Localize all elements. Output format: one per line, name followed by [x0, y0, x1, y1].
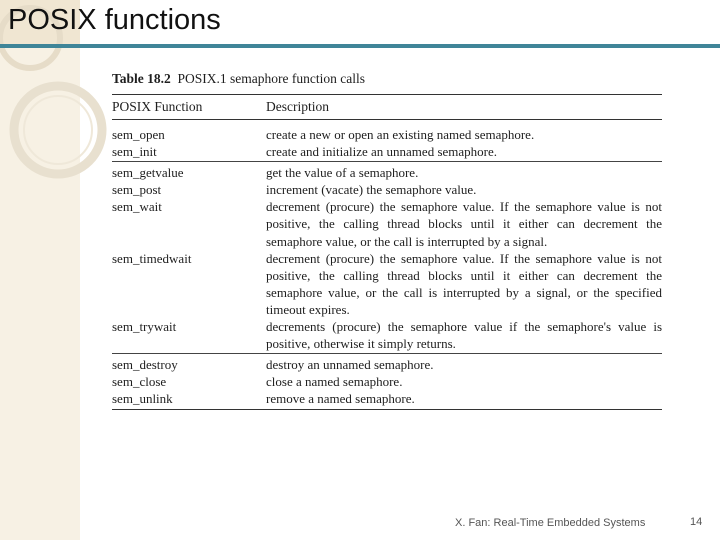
slide-title: POSIX functions	[8, 4, 221, 36]
header-rule	[112, 119, 662, 120]
function-name: sem_wait	[112, 199, 162, 215]
function-name: sem_init	[112, 144, 157, 160]
table-bottom-rule	[112, 409, 662, 410]
title-underline	[0, 44, 720, 48]
function-description: close a named semaphore.	[266, 374, 403, 390]
table-row	[112, 164, 662, 181]
row-group	[112, 124, 662, 161]
function-name: sem_open	[112, 127, 165, 142]
table-row	[112, 373, 662, 390]
function-description: increment (vacate) the semaphore value.	[266, 182, 477, 198]
table-row	[112, 390, 662, 407]
row-group	[112, 162, 662, 353]
table-row	[112, 126, 662, 143]
function-name: sem_close	[112, 374, 167, 390]
table-caption-text: POSIX.1 semaphore function calls	[177, 71, 365, 86]
function-description: create a new or open an existing named semaphore.	[266, 127, 535, 142]
function-description: remove a named semaphore.	[266, 391, 415, 407]
header-description: Description	[266, 99, 329, 114]
table-row	[112, 356, 662, 373]
function-description: decrements (procure) the semaphore value if the semaphore's value is positive, otherwise it simply returns.	[266, 319, 662, 352]
header-function: POSIX Function	[112, 99, 203, 114]
function-description: create and initialize an unnamed semaphore.	[266, 144, 498, 160]
semaphore-table	[112, 70, 662, 410]
function-name: sem_timedwait	[112, 250, 192, 266]
footer-text: X. Fan: Real-Time Embedded Systems	[455, 517, 646, 529]
table-row	[112, 198, 662, 249]
table-row	[112, 143, 662, 160]
function-description: destroy an unnamed semaphore.	[266, 357, 434, 373]
function-description: decrement (procure) the semaphore value. If the semaphore value is not positive, the calling thread blocks until it either can decrement the semaphore value, or the call is interrupted by a signal.	[266, 199, 662, 249]
function-name: sem_unlink	[112, 391, 173, 407]
table-caption	[112, 70, 662, 88]
table-row	[112, 181, 662, 198]
page-number: 14	[690, 516, 703, 528]
table-row	[112, 318, 662, 352]
function-name: sem_getvalue	[112, 165, 184, 181]
table-header	[112, 95, 662, 119]
function-description: get the value of a semaphore.	[266, 165, 419, 181]
function-description: decrement (procure) the semaphore value. If the semaphore value is not positive, the calling thread blocks until it either can decrement the semaphore value, or the call is interrupted by a signal, or the specified timeout expires.	[266, 250, 662, 317]
table-body	[112, 124, 662, 410]
table-row	[112, 250, 662, 318]
table-label: Table 18.2	[112, 71, 171, 86]
function-name: sem_post	[112, 182, 162, 198]
row-group	[112, 354, 662, 408]
function-name: sem_trywait	[112, 319, 177, 335]
function-name: sem_destroy	[112, 357, 178, 373]
